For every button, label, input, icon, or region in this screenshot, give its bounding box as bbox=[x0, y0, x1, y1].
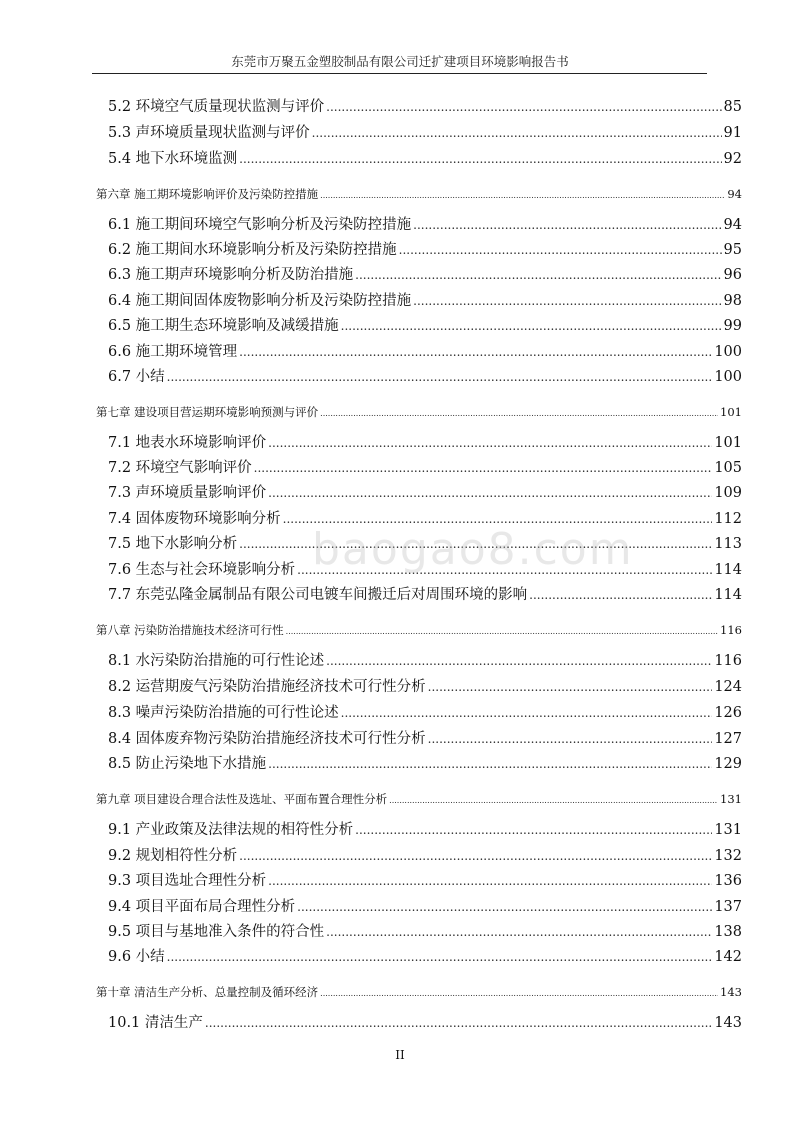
toc-section-entry[interactable] bbox=[108, 818, 742, 839]
toc-section-entry[interactable] bbox=[108, 121, 742, 142]
toc-dot-leader bbox=[286, 627, 718, 636]
toc-page-number: 143 bbox=[714, 1015, 742, 1031]
toc-dot-leader bbox=[268, 757, 712, 771]
toc-entry-title: 7.5 地下水影响分析 bbox=[108, 536, 238, 552]
toc-entry-title: 第九章 项目建设合理合法性及选址、平面布置合理性分析 bbox=[96, 792, 388, 806]
toc-section-entry[interactable] bbox=[108, 945, 742, 966]
toc-entry-title: 6.3 施工期声环境影响分析及防治措施 bbox=[108, 267, 354, 283]
toc-page-number: 131 bbox=[714, 822, 742, 838]
toc-entry-title: 第六章 施工期环境影响评价及污染防控措施 bbox=[96, 187, 319, 201]
toc-entry-title: 7.4 固体废物环境影响分析 bbox=[108, 511, 281, 527]
toc-section-entry[interactable] bbox=[108, 895, 742, 916]
toc-dot-leader bbox=[239, 849, 712, 863]
toc-page-number: 124 bbox=[714, 679, 742, 695]
toc-page-number: 94 bbox=[723, 217, 742, 233]
toc-entry-title: 9.1 产业政策及法律法规的相符性分析 bbox=[108, 822, 354, 838]
toc-entry-title: 6.5 施工期生态环境影响及减缓措施 bbox=[108, 318, 339, 334]
toc-entry-title: 9.2 规划相符性分析 bbox=[108, 848, 238, 864]
toc-entry-title: 6.2 施工期间水环境影响分析及污染防控措施 bbox=[108, 242, 397, 258]
toc-entry-title: 9.5 项目与基地准入条件的符合性 bbox=[108, 924, 325, 940]
toc-page-number: 114 bbox=[714, 562, 742, 578]
toc-section-entry[interactable] bbox=[108, 340, 742, 361]
running-header: 东莞市万聚五金塑胶制品有限公司迁扩建项目环境影响报告书 bbox=[231, 54, 569, 69]
toc-page-number: 109 bbox=[714, 485, 742, 501]
toc-section-entry[interactable] bbox=[108, 701, 742, 722]
toc-chapter-entry[interactable] bbox=[96, 404, 742, 420]
toc-entry-title: 6.7 小结 bbox=[108, 369, 165, 385]
toc-page-number: 143 bbox=[720, 985, 742, 999]
toc-section-entry[interactable] bbox=[108, 481, 742, 502]
toc-entry-title: 7.1 地表水环境影响评价 bbox=[108, 435, 267, 451]
toc-section-entry[interactable] bbox=[108, 844, 742, 865]
toc-page-number: 96 bbox=[723, 267, 742, 283]
toc-section-entry[interactable] bbox=[108, 675, 742, 696]
toc-dot-leader bbox=[268, 486, 712, 500]
toc-dot-leader bbox=[355, 823, 712, 837]
toc-chapter-entry[interactable] bbox=[96, 984, 742, 1000]
toc-page-number: 127 bbox=[714, 731, 742, 747]
toc-dot-leader bbox=[428, 732, 713, 746]
page-number: II bbox=[395, 1048, 405, 1062]
toc-dot-leader bbox=[268, 436, 712, 450]
toc-entry-title: 8.1 水污染防治措施的可行性论述 bbox=[108, 653, 325, 669]
toc-entry-title: 5.3 声环境质量现状监测与评价 bbox=[108, 125, 310, 141]
toc-page-number: 100 bbox=[714, 344, 742, 360]
toc-page-number: 126 bbox=[714, 705, 742, 721]
toc-section-entry[interactable] bbox=[108, 649, 742, 670]
toc-page-number: 112 bbox=[714, 511, 742, 527]
toc-dot-leader bbox=[326, 654, 712, 668]
toc-page-number: 142 bbox=[714, 949, 742, 965]
watermark: baogao8.com bbox=[312, 524, 634, 575]
toc-section-entry[interactable] bbox=[108, 147, 742, 168]
toc-chapter-entry[interactable] bbox=[96, 791, 742, 807]
toc-page-number: 95 bbox=[723, 242, 742, 258]
toc-dot-leader bbox=[326, 925, 712, 939]
toc-entry-title: 第七章 建设项目营运期环境影响预测与评价 bbox=[96, 405, 319, 419]
toc-section-entry[interactable] bbox=[108, 365, 742, 386]
toc-section-entry[interactable] bbox=[108, 583, 742, 604]
toc-dot-leader bbox=[413, 294, 721, 308]
toc-page-number: 101 bbox=[714, 435, 742, 451]
toc-section-entry[interactable] bbox=[108, 456, 742, 477]
toc-dot-leader bbox=[205, 1016, 712, 1030]
toc-dot-leader bbox=[254, 461, 713, 475]
toc-entry-title: 7.7 东莞弘隆金属制品有限公司电镀车间搬迁后对周围环境的影响 bbox=[108, 587, 528, 603]
toc-dot-leader bbox=[320, 191, 725, 200]
toc-page-number: 132 bbox=[714, 848, 742, 864]
toc-page-number: 98 bbox=[723, 293, 742, 309]
toc-chapter-entry[interactable] bbox=[96, 186, 742, 202]
toc-dot-leader bbox=[341, 706, 713, 720]
toc-page-number: 85 bbox=[723, 99, 742, 115]
toc-section-entry[interactable] bbox=[108, 1011, 742, 1032]
toc-dot-leader bbox=[239, 345, 712, 359]
toc-chapter-entry[interactable] bbox=[96, 622, 742, 638]
toc-page-number: 105 bbox=[714, 460, 742, 476]
toc-page-number: 100 bbox=[714, 369, 742, 385]
toc-entry-title: 8.5 防止污染地下水措施 bbox=[108, 756, 267, 772]
toc-section-entry[interactable] bbox=[108, 431, 742, 452]
toc-entry-title: 6.4 施工期间固体废物影响分析及污染防控措施 bbox=[108, 293, 412, 309]
toc-page-number: 137 bbox=[714, 899, 742, 915]
toc-entry-title: 5.4 地下水环境监测 bbox=[108, 151, 238, 167]
toc-dot-leader bbox=[239, 152, 721, 166]
toc-page-number: 116 bbox=[720, 623, 742, 637]
toc-section-entry[interactable] bbox=[108, 213, 742, 234]
header-divider bbox=[92, 73, 707, 74]
toc-dot-leader bbox=[167, 950, 713, 964]
toc-entry-title: 9.4 项目平面布局合理性分析 bbox=[108, 899, 296, 915]
toc-section-entry[interactable] bbox=[108, 727, 742, 748]
toc-page-number: 113 bbox=[714, 536, 742, 552]
toc-entry-title: 10.1 清洁生产 bbox=[108, 1015, 203, 1031]
toc-dot-leader bbox=[312, 126, 722, 140]
toc-entry-title: 9.6 小结 bbox=[108, 949, 165, 965]
toc-dot-leader bbox=[389, 796, 718, 805]
toc-page-number: 131 bbox=[720, 792, 742, 806]
toc-page-number: 136 bbox=[714, 873, 742, 889]
toc-entry-title: 7.2 环境空气影响评价 bbox=[108, 460, 252, 476]
toc-page-number: 91 bbox=[723, 125, 742, 141]
toc-page-number: 92 bbox=[723, 151, 742, 167]
toc-entry-title: 6.1 施工期间环境空气影响分析及污染防控措施 bbox=[108, 217, 412, 233]
toc-page-number: 138 bbox=[714, 924, 742, 940]
toc-entry-title: 9.3 项目选址合理性分析 bbox=[108, 873, 267, 889]
toc-section-entry[interactable] bbox=[108, 752, 742, 773]
toc-entry-title: 5.2 环境空气质量现状监测与评价 bbox=[108, 99, 325, 115]
toc-entry-title: 第十章 清洁生产分析、总量控制及循环经济 bbox=[96, 985, 319, 999]
toc-section-entry[interactable] bbox=[108, 263, 742, 284]
toc-dot-leader bbox=[320, 409, 718, 418]
toc-dot-leader bbox=[529, 588, 712, 602]
toc-entry-title: 8.3 噪声污染防治措施的可行性论述 bbox=[108, 705, 339, 721]
toc-entry-title: 第八章 污染防治措施技术经济可行性 bbox=[96, 623, 284, 637]
toc-page-number: 94 bbox=[727, 187, 742, 201]
toc-dot-leader bbox=[428, 680, 713, 694]
toc-page-number: 114 bbox=[714, 587, 742, 603]
toc-dot-leader bbox=[167, 370, 713, 384]
toc-dot-leader bbox=[320, 989, 718, 998]
toc-dot-leader bbox=[268, 874, 712, 888]
toc-section-entry[interactable] bbox=[108, 289, 742, 310]
toc-dot-leader bbox=[341, 319, 722, 333]
toc-entry-title: 7.3 声环境质量影响评价 bbox=[108, 485, 267, 501]
toc-dot-leader bbox=[399, 243, 722, 257]
toc-entry-title: 7.6 生态与社会环境影响分析 bbox=[108, 562, 296, 578]
toc-page-number: 101 bbox=[720, 405, 742, 419]
toc-section-entry[interactable] bbox=[108, 238, 742, 259]
toc-dot-leader bbox=[326, 100, 721, 114]
toc-section-entry[interactable] bbox=[108, 95, 742, 116]
toc-page-number: 99 bbox=[723, 318, 742, 334]
toc-entry-title: 6.6 施工期环境管理 bbox=[108, 344, 238, 360]
toc-entry-title: 8.2 运营期废气污染防治措施经济技术可行性分析 bbox=[108, 679, 426, 695]
toc-section-entry[interactable] bbox=[108, 920, 742, 941]
toc-dot-leader bbox=[297, 900, 712, 914]
toc-section-entry[interactable] bbox=[108, 869, 742, 890]
toc-section-entry[interactable] bbox=[108, 314, 742, 335]
toc-entry-title: 8.4 固体废弃物污染防治措施经济技术可行性分析 bbox=[108, 731, 426, 747]
toc-dot-leader bbox=[413, 218, 721, 232]
toc-page-number: 116 bbox=[714, 653, 742, 669]
toc-page-number: 129 bbox=[714, 756, 742, 772]
toc-dot-leader bbox=[355, 268, 721, 282]
